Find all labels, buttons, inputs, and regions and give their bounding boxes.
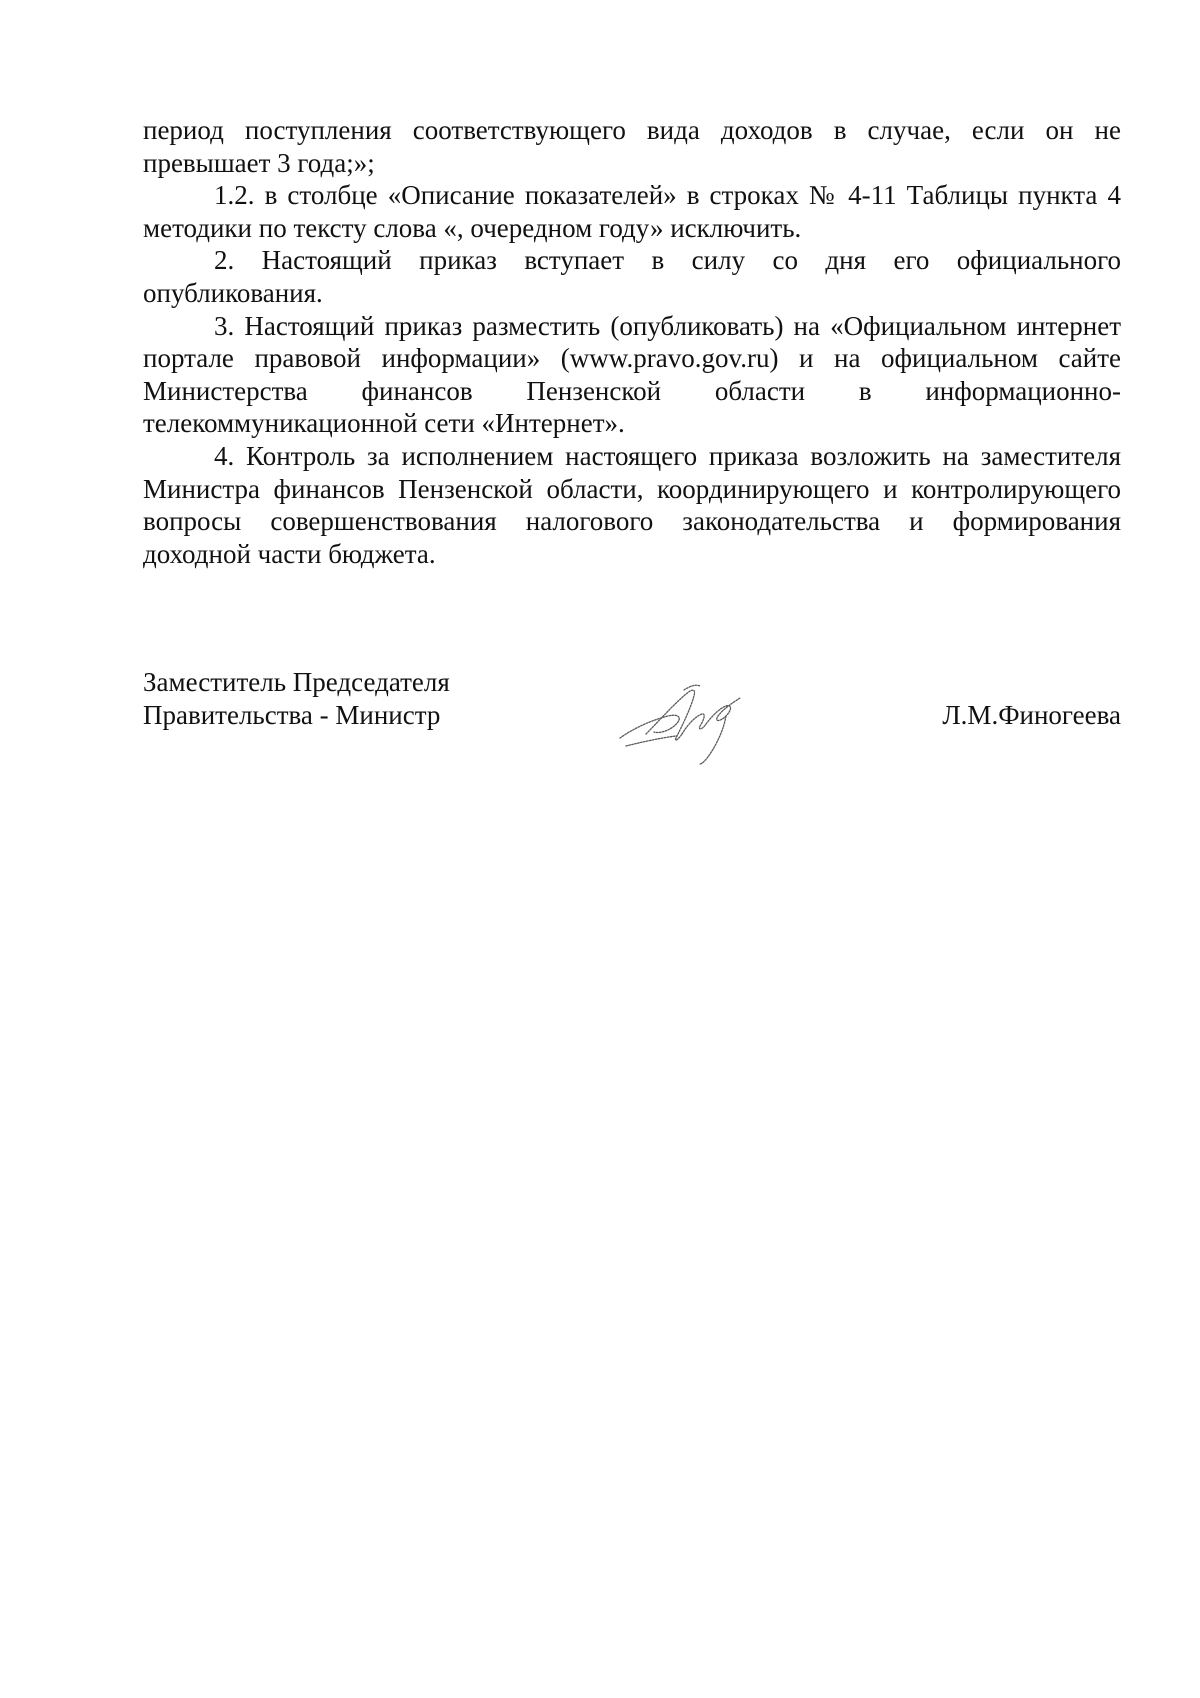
paragraph-item-2: 2. Настоящий приказ вступает в силу со дня его официального опубликования.	[143, 245, 1121, 308]
paragraph-item-1-2: 1.2. в столбце «Описание показателей» в строках № 4-11 Таблицы пункта 4 методики по тексту слова «, очередном году» исключить.	[143, 180, 1121, 243]
paragraph-item-3: 3. Настоящий приказ разместить (опубликовать) на «Официальном интернет портале правовой информации» (www.pravo.gov.ru) и на официальном сайте Министерства финансов Пензенской области в информационно-телекоммуникационной сети «Интернет».	[143, 310, 1121, 439]
signature-block	[143, 666, 1121, 776]
signatory-position	[143, 666, 450, 731]
paragraph-item-4: 4. Контроль за исполнением настоящего приказа возложить на заместителя Министра финансов Пензенской области, координирующего и контролирующего вопросы совершенствования налогового законодательства и формирования доходной части бюджета.	[143, 440, 1121, 569]
handwritten-signature-icon	[616, 676, 766, 766]
signatory-name: Л.М.Финогеева	[942, 699, 1121, 730]
document-body	[143, 114, 1121, 570]
paragraph-continuation: период поступления соответствующего вида доходов в случае, если он не превышает 3 года;»;	[143, 115, 1121, 178]
signatory-position-line-1: Заместитель Председателя	[143, 667, 450, 697]
signatory-position-line-2: Правительства - Министр	[143, 699, 441, 730]
